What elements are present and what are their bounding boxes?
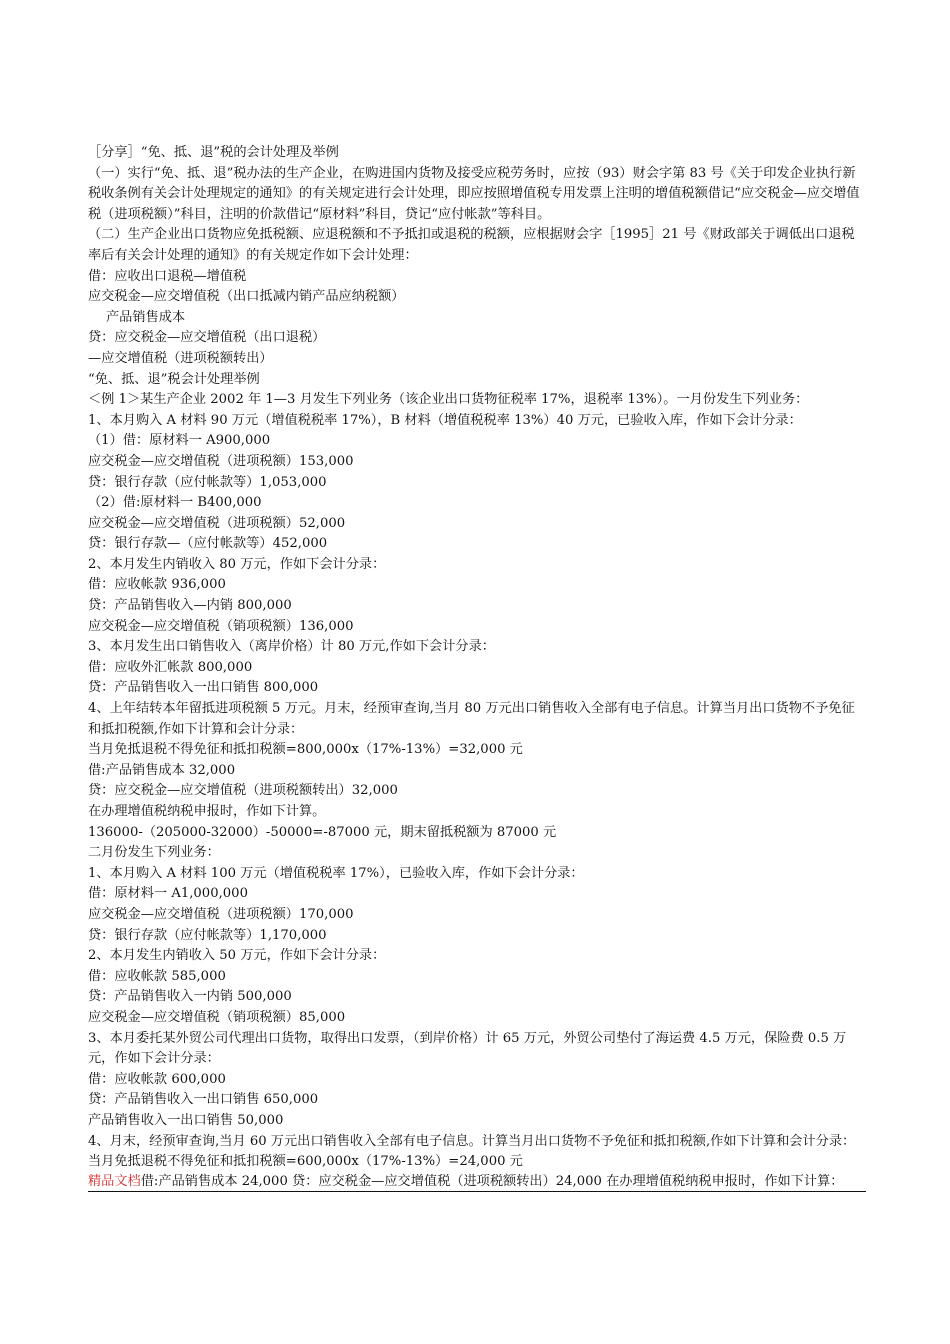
text-line: ＜例 1＞某生产企业 2002 年 1—3 月发生下列业务（该企业出口货物征税率 17%，退税率 13%）。一月份发生下列业务： (88, 392, 809, 408)
text-line: 1、本月购入 A 材料 100 万元（增值税税率 17%），已验收入库，作如下会计分录： (88, 865, 584, 881)
text-line: 3、本月发生出口销售收入（离岸价格）计 80 万元,作如下会计分录： (88, 639, 495, 655)
text-line: 贷：应交税金—应交增值税（出口退税） (88, 330, 326, 346)
document-title: ［分享］“免、抵、退”税的会计处理及举例 (88, 145, 339, 160)
text-line: 1、本月购入 A 材料 90 万元（增值税税率 17%），B 材料（增值税税率 13%）40 万元，已验收入库，作如下会计分录： (88, 412, 802, 428)
text-line: 借：应收帐款 600,000 (88, 1071, 226, 1087)
paragraph-one: （一）实行“免、抵、退”税办法的生产企业，在购进国内货物及接受应税劳务时，应按（93）财会字第 83 号《关于印发企业执行新税收条例有关会计处理规定的通知》的有关规定进行会计处理，即应按照增值税专用发票上注明的增值税额借记“应交税金—应交增值税（进项税额）”科目，注明的价款借记“原材料”科目，贷记“应付帐款”等科目。 (88, 165, 860, 222)
text-line: 二月份发生下列业务： (88, 845, 220, 861)
text-line: 贷：产品销售收入一出口销售 650,000 (88, 1092, 319, 1108)
text-line: 借:产品销售成本 32,000 (88, 762, 236, 778)
text-line: 借：应收帐款 936,000 (88, 577, 226, 593)
paragraph-two: （二）生产企业出口货物应免抵税额、应退税额和不予抵扣或退税的税额，应根据财会字［1995］21 号《财政部关于调低出口退税率后有关会计处理的通知》的有关规定作如下会计处理： (88, 227, 855, 263)
text-paragraph: 4、上年结转本年留抵进项税额 5 万元。月末，经预审查询,当月 80 万元出口销售收入全部有电子信息。计算当月出口货物不予免征和抵扣税额,作如下计算和会计分录： (88, 701, 855, 737)
text-paragraph: 3、本月委托某外贸公司代理出口货物，取得出口发票，（到岸价格）计 65 万元，外贸公司垫付了海运费 4.5 万元，保险费 0.5 万元，作如下会计分录： (88, 1030, 847, 1067)
text-line: 贷：银行存款—（应付帐款等）452,000 (88, 536, 328, 552)
text-line: 贷：产品销售收入一出口销售 800,000 (88, 680, 319, 696)
text-line: 借：应收出口退税—增值税 (88, 268, 247, 284)
text-line: （1）借：原材料一 A900,000 (88, 433, 271, 449)
text-line: 应交税金—应交增值税（销项税额）85,000 (88, 1009, 346, 1025)
text-line: 借：应收外汇帐款 800,000 (88, 659, 253, 675)
text-line: 2、本月发生内销收入 50 万元，作如下会计分录： (88, 948, 386, 964)
text-line: 借：应收帐款 585,000 (88, 968, 226, 984)
text-line: 贷：产品销售收入—内销 800,000 (88, 598, 292, 614)
footer-line (88, 1173, 866, 1192)
text-line: 2、本月发生内销收入 80 万元，作如下会计分录： (88, 556, 386, 572)
text-line: 贷：银行存款（应付帐款等）1,170,000 (88, 927, 327, 943)
text-line: 136000-（205000-32000）-50000=-87000 元，期末留抵税额为 87000 元 (88, 824, 557, 840)
footer-text: 借:产品销售成本 24,000 贷：应交税金—应交增值税（进项税额转出）24,000 在办理增值税纳税申报时，作如下计算： (140, 1173, 844, 1189)
text-line: —应交增值税（进项税额转出） (88, 350, 273, 366)
text-line: 产品销售收入一出口销售 50,000 (88, 1112, 284, 1128)
text-line: 在办理增值税纳税申报时，作如下计算。 (88, 804, 326, 819)
text-line: 借：原材料一 A1,000,000 (88, 886, 248, 902)
text-line: 产品销售成本 (106, 309, 186, 325)
text-line: 应交税金—应交增值税（出口抵减内销产品应纳税额） (88, 289, 405, 305)
text-line: 应交税金—应交增值税（进项税额）52,000 (88, 515, 346, 531)
text-line: 应交税金—应交增值税（进项税额）170,000 (88, 906, 354, 922)
watermark-label: 精品文档 (88, 1173, 141, 1189)
text-line: 当月免抵退税不得免征和抵扣税额=600,000x（17%-13%）=24,000 元 (88, 1154, 523, 1170)
document-body (88, 143, 866, 1192)
text-line: 应交税金—应交增值税（进项税额）153,000 (88, 453, 354, 469)
text-paragraph: 4、月末，经预审查询,当月 60 万元出口销售收入全部有电子信息。计算当月出口货物不予免征和抵扣税额,作如下计算和会计分录： (88, 1133, 856, 1149)
text-line: 当月免抵退税不得免征和抵扣税额=800,000x（17%-13%）=32,000 元 (88, 742, 523, 758)
text-line: 应交税金—应交增值税（销项税额）136,000 (88, 618, 354, 634)
text-line: （2）借:原材料一 B400,000 (88, 495, 262, 511)
text-line: 贷：应交税金—应交增值税（进项税额转出）32,000 (88, 783, 398, 799)
text-line: 贷：银行存款（应付帐款等）1,053,000 (88, 474, 327, 490)
text-line: 贷：产品销售收入一内销 500,000 (88, 989, 292, 1005)
section-heading: “免、抵、退”税会计处理举例 (88, 371, 260, 387)
